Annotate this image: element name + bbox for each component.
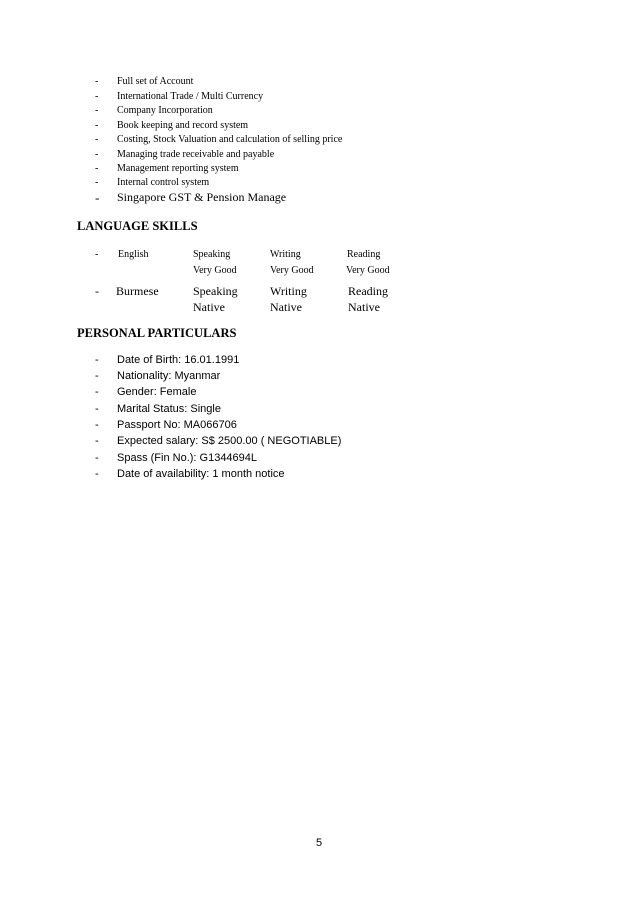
list-bullet: - — [95, 370, 99, 382]
writing-label: Writing — [270, 284, 307, 298]
nationality: Nationality: Myanmar — [117, 370, 221, 382]
list-bullet: - — [95, 386, 99, 398]
writing-level: Very Good — [270, 265, 314, 276]
marital-status: Marital Status: Single — [117, 403, 221, 415]
list-bullet: - — [95, 435, 99, 447]
list-bullet: - — [95, 149, 99, 160]
writing-level: Native — [270, 300, 302, 314]
language-name: English — [118, 249, 149, 260]
list-bullet: - — [95, 403, 99, 415]
list-bullet: - — [95, 76, 99, 87]
list-bullet: - — [95, 190, 100, 205]
list-bullet: - — [95, 249, 99, 260]
list-item: Costing, Stock Valuation and calculation of selling price — [117, 134, 343, 145]
speaking-level: Native — [193, 300, 225, 314]
reading-level: Very Good — [346, 265, 390, 276]
list-item: Managing trade receivable and payable — [117, 149, 275, 160]
reading-label: Reading — [348, 284, 388, 298]
list-bullet: - — [95, 177, 99, 188]
list-item: Singapore GST & Pension Manage — [117, 190, 287, 204]
list-bullet: - — [95, 134, 99, 145]
list-bullet: - — [95, 354, 99, 366]
gender: Gender: Female — [117, 386, 197, 398]
date-of-availability: Date of availability: 1 month notice — [117, 468, 285, 480]
list-item: Full set of Account — [117, 76, 194, 87]
list-bullet: - — [95, 120, 99, 131]
list-item: International Trade / Multi Currency — [117, 91, 264, 102]
list-item: Management reporting system — [117, 163, 239, 174]
list-bullet: - — [95, 91, 99, 102]
list-item: Company Incorporation — [117, 105, 213, 116]
list-item: Internal control system — [117, 177, 210, 188]
list-bullet: - — [95, 419, 99, 431]
writing-label: Writing — [270, 249, 301, 260]
speaking-label: Speaking — [193, 284, 238, 298]
list-bullet: - — [95, 163, 99, 174]
passport-no: Passport No: MA066706 — [117, 419, 237, 431]
list-bullet: - — [95, 452, 99, 464]
section-heading-personal: PERSONAL PARTICULARS — [77, 326, 237, 340]
list-bullet: - — [95, 284, 99, 298]
list-item: Book keeping and record system — [117, 120, 249, 131]
list-bullet: - — [95, 468, 99, 480]
speaking-level: Very Good — [193, 265, 237, 276]
list-bullet: - — [95, 105, 99, 116]
expected-salary: Expected salary: S$ 2500.00 ( NEGOTIABLE) — [117, 435, 342, 447]
section-heading-language: LANGUAGE SKILLS — [77, 219, 198, 233]
speaking-label: Speaking — [193, 249, 231, 260]
language-name: Burmese — [116, 284, 159, 298]
spass-fin-no: Spass (Fin No.): G1344694L — [117, 452, 258, 464]
reading-level: Native — [348, 300, 380, 314]
date-of-birth: Date of Birth: 16.01.1991 — [117, 354, 240, 366]
reading-label: Reading — [347, 249, 381, 260]
page-number: 5 — [316, 837, 323, 849]
